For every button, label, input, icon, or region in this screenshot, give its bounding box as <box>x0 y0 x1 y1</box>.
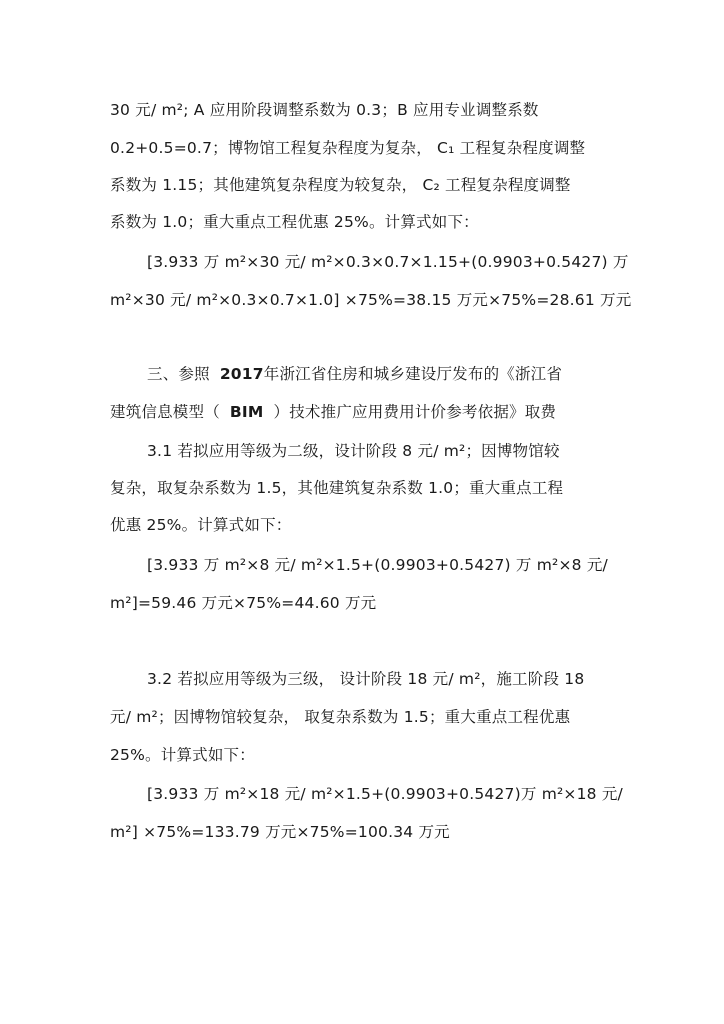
text-line: 0.2+0.5=0.7；博物馆工程复杂程度为复杂， C₁ 工程复杂程度调整 <box>110 139 586 157</box>
formula-line: m²×30 元/ m²×0.3×0.7×1.0] ×75%=38.15 万元×75%=28.61 万元 <box>110 291 632 309</box>
heading-text: 建筑信息模型（ <box>110 403 220 421</box>
formula-line: [3.933 万 m²×30 元/ m²×0.3×0.7×1.15+(0.9903+0.5427) 万 <box>147 253 629 271</box>
heading-text: 年浙江省住房和城乡建设厅发布的《浙江省 <box>263 365 563 383</box>
text-line: 复杂，取复杂系数为 1.5，其他建筑复杂系数 1.0；重大重点工程 <box>110 479 564 497</box>
formula-line: m²]=59.46 万元×75%=44.60 万元 <box>110 594 377 612</box>
text-line: 系数为 1.0；重大重点工程优惠 25%。计算式如下： <box>110 213 479 231</box>
heading-text: ）技术推广应用费用计价参考依据》取费 <box>273 403 557 421</box>
formula-line: m²] ×75%=133.79 万元×75%=100.34 万元 <box>110 823 450 841</box>
text-line: 3.1 若拟应用等级为二级，设计阶段 8 元/ m²；因博物馆较 <box>147 442 560 460</box>
text-line: 25%。计算式如下： <box>110 746 255 764</box>
heading-year: 2017 <box>219 365 264 383</box>
section-heading-line <box>110 402 556 422</box>
heading-text: 三、参照 <box>147 365 210 383</box>
heading-bim: BIM <box>229 403 264 421</box>
section-heading-line <box>147 364 562 384</box>
text-line: 优惠 25%。计算式如下： <box>110 516 292 534</box>
text-line: 30 元/ m²; A 应用阶段调整系数为 0.3；B 应用专业调整系数 <box>110 101 539 119</box>
text-line: 3.2 若拟应用等级为三级， 设计阶段 18 元/ m²，施工阶段 18 <box>147 670 585 688</box>
text-line: 元/ m²；因博物馆较复杂， 取复杂系数为 1.5；重大重点工程优惠 <box>110 708 571 726</box>
formula-line: [3.933 万 m²×18 元/ m²×1.5+(0.9903+0.5427)万 m²×18 元/ <box>147 785 623 803</box>
text-line: 系数为 1.15；其他建筑复杂程度为较复杂， C₂ 工程复杂程度调整 <box>110 176 571 194</box>
formula-line: [3.933 万 m²×8 元/ m²×1.5+(0.9903+0.5427) 万 m²×8 元/ <box>147 556 608 574</box>
